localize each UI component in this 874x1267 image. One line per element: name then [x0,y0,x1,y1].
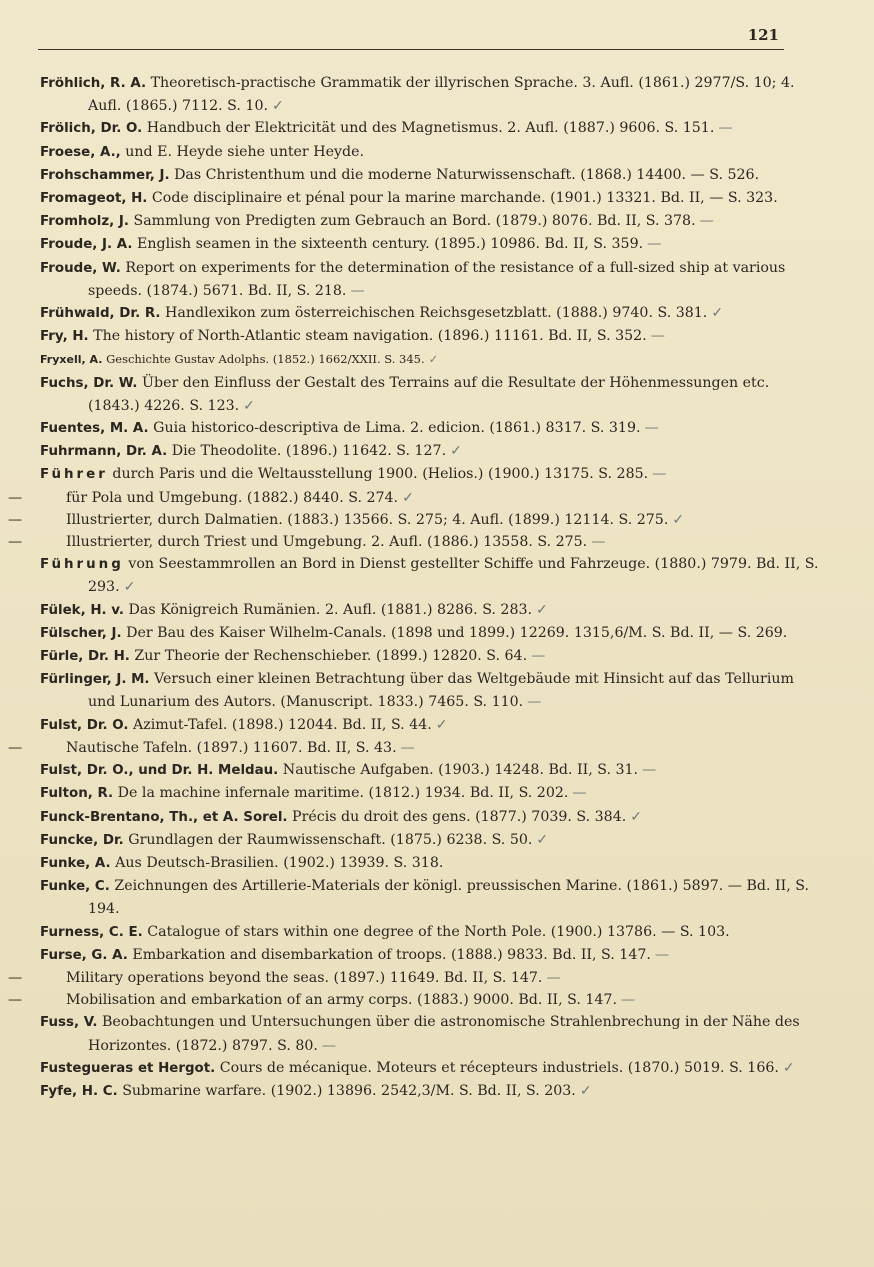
entry-text: Illustrierter, durch Dalmatien. (1883.) 13566. S. 275; 4. Aufl. (1899.) 12114. S. 275. [66,511,669,528]
entry-author: Fuchs, Dr. W. [40,375,138,391]
entry-text: durch Paris und die Weltausstellung 1900. (Helios.) (1900.) 13175. S. 285. [112,466,649,483]
entry-text: Handlexikon zum österreichischen Reichsgesetzblatt. (1888.) 9740. S. 381. [165,305,708,322]
entry-text: Nautische Tafeln. (1897.) 11607. Bd. II, S. 43. [66,739,397,756]
checkmark-icon: ✓ [579,1082,592,1099]
catalog-entry [40,599,820,622]
entry-text: Cours de mécanique. Moteurs et récepteurs industriels. (1870.) 5019. S. 166. [219,1059,779,1076]
dash-mark: — [527,694,542,711]
catalog-entry [40,875,820,920]
entry-text: Nautische Aufgaben. (1903.) 14248. Bd. II, S. 31. [282,762,639,779]
entry-text: Versuch einer kleinen Betrachtung über das Weltgebäude mit Hinsicht auf das Tellurium und Lunarium des Autors. (Manuscript. 1833.) 7465. S. 110. [88,671,794,711]
dash-mark: — [718,120,733,137]
entry-author: Funcke, Dr. [40,832,124,848]
entry-text: Sammlung von Predigten zum Gebrauch an Bord. (1879.) 8076. Bd. II, S. 378. [133,213,696,230]
catalog-entry [40,440,820,463]
dash-mark: — [642,762,657,779]
entry-text: von Seestammrollen an Bord in Dienst gestellter Schiffe und Fahrzeuge. (1880.) 7979. Bd. II, S. 293. [88,556,819,596]
catalog-entry [40,645,820,668]
entry-text: Azimut-Tafel. (1898.) 12044. Bd. II, S. 44. [132,716,432,733]
entry-text: Geschichte Gustav Adolphs. (1852.) 1662/XXII. S. 345. [106,352,425,367]
dash-mark: — [654,946,670,963]
entry-text: Theoretisch-practische Grammatik der illyrischen Sprache. 3. Aufl. (1861.) 2977/S. 10; 4. Aufl. (1865.) 7112. S. 10. [88,75,795,115]
entry-author: Funke, C. [40,879,110,895]
catalog-entry [40,117,820,140]
entry-author: Froese, A., [40,144,121,160]
catalog-entry [40,417,820,440]
entry-text: Grundlagen der Raumwissenschaft. (1875.) 6238. S. 50. [128,831,533,848]
catalog-entry [40,1080,820,1103]
catalog-entry [40,233,820,256]
dash-mark: — [400,739,415,756]
entry-author: Fülek, H. v. [40,602,125,618]
checkmark-icon: ✓ [630,808,643,825]
entry-text: Über den Einfluss der Gestalt des Terrains auf die Resultate der Höhenmessungen etc. (1843.) 4226. S. 123. [88,374,770,414]
entry-author: Fröhlich, R. A. [40,76,147,91]
catalog-entry [40,852,820,875]
catalog-entry [40,1011,820,1056]
entry-author: Frühwald, Dr. R. [40,306,161,322]
entry-text: Zeichnungen des Artillerie-Materials der königl. preussischen Marine. (1861.) 5897. — Bd. II, S. 194. [88,878,809,918]
catalog-entry [40,782,820,805]
catalog-entry [40,944,820,967]
catalog-entry [40,348,820,371]
checkmark-icon: ✓ [271,98,284,115]
checkmark-icon: ✓ [711,305,724,322]
catalog-entry [40,806,820,829]
dash-mark: — [572,785,587,802]
entry-author: Froude, W. [40,260,121,276]
page-number: 121 [747,26,779,44]
entry-author: Funke, A. [40,855,111,871]
entry-author: Fulton, R. [40,786,114,802]
catalog-entry [40,141,820,164]
entry-author: Fürle, Dr. H. [40,649,130,665]
dash-mark: — [321,1037,337,1054]
entry-text: und E. Heyde siehe unter Heyde. [125,143,364,160]
dash-mark: — [644,420,659,437]
catalog-entry [40,210,820,233]
entry-text: Illustrierter, durch Triest und Umgebung. 2. Aufl. (1886.) 13558. S. 275. [66,534,588,551]
catalog-entry [40,164,820,187]
catalog-subentry: — Military operations beyond the seas. (1897.) 11649. Bd. II, S. 147. — [8,969,561,986]
entry-author: Funck-Brentano, Th., et A. Sorel. [40,809,288,825]
entry-text: De la machine infernale maritime. (1812.) 1934. Bd. II, S. 202. [117,785,569,802]
entry-text: Embarkation and disembarkation of troops. (1888.) 9833. Bd. II, S. 147. [132,946,651,963]
catalog-entry [40,759,820,782]
catalog-entry [40,257,820,302]
entry-text: Military operations beyond the seas. (1897.) 11649. Bd. II, S. 147. [66,969,543,986]
checkmark-icon: ✓ [672,511,685,528]
entry-author: Fulst, Dr. O., und Dr. H. Meldau. [40,763,279,779]
entry-text: English seamen in the sixteenth century. (1895.) 10986. Bd. II, S. 359. [137,236,644,253]
entry-author: Fustegueras et Hergot. [40,1060,216,1076]
checkmark-icon: ✓ [536,601,548,618]
checkmark-icon: ✓ [450,443,462,460]
entry-text: Mobilisation and embarkation of an army corps. (1883.) 9000. Bd. II, S. 147. [66,992,617,1009]
entry-text: Der Bau des Kaiser Wilhelm-Canals. (1898 und 1899.) 12269. 1315,6/M. S. Bd. II, — S. 269. [126,624,788,641]
dash-mark: — [620,992,636,1009]
dash-mark: — [546,969,561,986]
catalog-entry [40,187,820,210]
catalog-entry [40,553,820,598]
catalog-entry [40,921,820,944]
catalog-subentry: — Illustrierter, durch Dalmatien. (1883.) 13566. S. 275; 4. Aufl. (1899.) 12114. S. 275. ✓ [8,511,685,528]
header-rule [38,49,784,50]
dash-mark: — [350,282,365,299]
catalog-subentry: — Nautische Tafeln. (1897.) 11607. Bd. II, S. 43. — [8,739,415,756]
entry-author: Fryxell, A. [40,353,103,367]
entry-text: Code disciplinaire et pénal pour la marine marchande. (1901.) 13321. Bd. II, — S. 323. [151,190,778,207]
entry-author: Frohschammer, J. [40,167,170,183]
dash-mark: — [652,466,667,483]
entry-author: Fürlinger, J. M. [40,672,150,688]
dash-mark: — [647,236,662,253]
entry-text: Guia historico-descriptiva de Lima. 2. edicion. (1861.) 8317. S. 319. [153,420,641,437]
entry-text: Die Theodolite. (1896.) 11642. S. 127. [171,443,447,460]
entry-author: Fülscher, J. [40,625,122,641]
entry-author: Frölich, Dr. O. [40,121,143,137]
checkmark-icon: ✓ [536,831,549,848]
entry-text: für Pola und Umgebung. (1882.) 8440. S. 274. [66,489,399,506]
entry-author: Fromholz, J. [40,214,129,230]
catalog-subentry: — für Pola und Umgebung. (1882.) 8440. S. 274. ✓ [8,489,414,506]
dash-mark: — [699,213,714,230]
checkmark-icon: ✓ [123,579,136,596]
entry-author: Fuhrmann, Dr. A. [40,444,168,460]
entry-author: Fromageot, H. [40,191,148,207]
entry-author: Fry, H. [40,329,89,345]
dash-mark: — [591,534,606,551]
catalog-entry [40,72,820,117]
entry-author: Führer [40,467,108,483]
entry-text: The history of North-Atlantic steam navigation. (1896.) 11161. Bd. II, S. 352. [93,328,647,345]
entry-author: Fulst, Dr. O. [40,717,129,733]
entry-text: Catalogue of stars within one degree of the North Pole. (1900.) 13786. — S. 103. [147,923,730,940]
checkmark-icon: ✓ [782,1059,795,1076]
entry-author: Furse, G. A. [40,947,128,963]
checkmark-icon: ✓ [435,716,448,733]
entry-author: Führung [40,557,124,573]
checkmark-icon: ✓ [402,489,414,506]
entry-author: Fyfe, H. C. [40,1083,118,1099]
catalog-entry [40,302,820,325]
catalog-entry [40,1057,820,1080]
dash-mark: — [531,648,546,665]
entry-text: Submarine warfare. (1902.) 13896. 2542,3/M. S. Bd. II, S. 203. [122,1082,576,1099]
catalog-entry [40,325,820,348]
checkmark-icon: ✓ [428,352,439,367]
catalog-entry [40,622,820,645]
catalog-subentry: — Mobilisation and embarkation of an army corps. (1883.) 9000. Bd. II, S. 147. — [8,992,636,1009]
entry-text: Das Königreich Rumänien. 2. Aufl. (1881.) 8286. S. 283. [128,601,533,618]
entry-text: Zur Theorie der Rechenschieber. (1899.) 12820. S. 64. [134,648,528,665]
entry-author: Froude, J. A. [40,237,133,253]
entry-author: Fuentes, M. A. [40,421,149,437]
catalog-entry [40,668,820,713]
catalog-entry [40,829,820,852]
entry-text: Handbuch der Elektricität und des Magnetismus. 2. Aufl. (1887.) 9606. S. 151. [146,120,715,137]
entry-text: Précis du droit des gens. (1877.) 7039. S. 384. [292,808,627,825]
catalog-entry [40,463,820,486]
dash-mark: — [650,328,665,345]
entry-author: Fuss, V. [40,1015,98,1031]
entry-author: Furness, C. E. [40,924,143,940]
entry-text: Beobachtungen und Untersuchungen über die astronomische Strahlenbrechung in der Nähe des Horizontes. (1872.) 8797. S. 80. [88,1014,800,1054]
entry-text: Das Christenthum und die moderne Naturwissenschaft. (1868.) 14400. — S. 526. [174,166,760,183]
catalog-entry [40,714,820,737]
checkmark-icon: ✓ [243,397,256,414]
catalog-entry-list [8,72,820,1103]
entry-text: Aus Deutsch-Brasilien. (1902.) 13939. S. 318. [115,854,444,871]
catalog-entry [40,372,820,417]
entry-text: Report on experiments for the determination of the resistance of a full-sized ship at various speeds. (1874.) 5671. Bd. II, S. 218. [88,259,786,299]
catalog-subentry: — Illustrierter, durch Triest und Umgebung. 2. Aufl. (1886.) 13558. S. 275. — [8,534,606,551]
